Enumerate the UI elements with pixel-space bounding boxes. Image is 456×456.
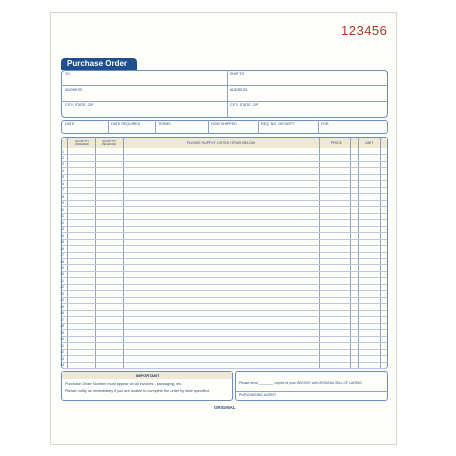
items-description-header: PLEASE SUPPLY LISTED ITEMS BELOW bbox=[186, 141, 256, 145]
table-row-line bbox=[62, 239, 387, 240]
how-shipped-label: HOW SHIPPED bbox=[211, 122, 237, 126]
table-row-line bbox=[62, 271, 387, 272]
table-row-line bbox=[62, 349, 387, 350]
table-row-line bbox=[62, 284, 387, 285]
table-row-line bbox=[62, 206, 387, 207]
items-table bbox=[61, 137, 388, 369]
serial-number: 123456 bbox=[341, 23, 388, 38]
purchase-order-form bbox=[50, 12, 397, 445]
row-number: 15 bbox=[60, 240, 64, 245]
table-row-line bbox=[62, 297, 387, 298]
req-no-label: REQ. NO. OR DEPT. bbox=[261, 122, 295, 126]
row-number: 6 bbox=[62, 181, 64, 186]
row-number: 16 bbox=[60, 246, 64, 251]
row-number: 14 bbox=[60, 233, 64, 238]
table-row-line bbox=[62, 180, 387, 181]
table-row-line bbox=[62, 174, 387, 175]
important-heading: IMPORTANT bbox=[136, 373, 160, 378]
form-title: Purchase Order bbox=[61, 58, 137, 70]
to-label: TO bbox=[65, 72, 70, 76]
table-row-line bbox=[62, 277, 387, 278]
row-number: 25 bbox=[60, 304, 64, 309]
row-number: 13 bbox=[60, 227, 64, 232]
ship-to-label: SHIP TO bbox=[230, 72, 245, 76]
row-number: 28 bbox=[60, 324, 64, 329]
row-number: 17 bbox=[60, 253, 64, 258]
row-number: 4 bbox=[62, 168, 64, 173]
row-number: 5 bbox=[62, 175, 64, 180]
table-row-line bbox=[62, 290, 387, 291]
row-number: 22 bbox=[60, 285, 64, 290]
ship-city-label: CITY, STATE, ZIP bbox=[230, 103, 259, 107]
important-line-1: Purchase Order Number must appear on all invoices - packaging, etc. bbox=[65, 382, 183, 386]
row-number: 34 bbox=[60, 363, 64, 368]
copy-label: ORIGINAL bbox=[214, 405, 236, 410]
row-number: 32 bbox=[60, 350, 64, 355]
row-number: 21 bbox=[60, 278, 64, 283]
price-header: PRICE bbox=[331, 141, 342, 145]
terms-label: TERMS bbox=[158, 122, 171, 126]
table-row-line bbox=[62, 161, 387, 162]
purchasing-agent-label: PURCHASING AGENT bbox=[239, 393, 277, 397]
date-required-label: DATE REQUIRED bbox=[111, 122, 141, 126]
table-row-line bbox=[62, 264, 387, 265]
table-row-line bbox=[62, 219, 387, 220]
table-row-line bbox=[62, 187, 387, 188]
ship-address-label: ADDRESS bbox=[230, 88, 248, 92]
important-line-2: Please notify us immediately if you are unable to complete the order by date specified. bbox=[65, 389, 210, 393]
table-row-line bbox=[62, 310, 387, 311]
date-label: DATE bbox=[65, 122, 75, 126]
table-row-line bbox=[62, 323, 387, 324]
table-row-line bbox=[62, 362, 387, 363]
row-number: 33 bbox=[60, 356, 64, 361]
row-number: 19 bbox=[60, 265, 64, 270]
row-number: 31 bbox=[60, 343, 64, 348]
table-row-line bbox=[62, 252, 387, 253]
row-number: 29 bbox=[60, 330, 64, 335]
row-number: 20 bbox=[60, 272, 64, 277]
table-row-line bbox=[62, 342, 387, 343]
table-row-line bbox=[62, 200, 387, 201]
city-label: CITY, STATE, ZIP bbox=[65, 103, 94, 107]
address-label: ADDRESS bbox=[65, 88, 83, 92]
table-row-line bbox=[62, 213, 387, 214]
row-number: 27 bbox=[60, 317, 64, 322]
row-number: 7 bbox=[62, 188, 64, 193]
table-row-line bbox=[62, 329, 387, 330]
table-row-line bbox=[62, 193, 387, 194]
quantity-received-header: QUANTITY RECEIVED bbox=[101, 139, 117, 146]
row-number: 18 bbox=[60, 259, 64, 264]
table-row-line bbox=[62, 154, 387, 155]
table-row-line bbox=[62, 226, 387, 227]
row-number: 24 bbox=[60, 298, 64, 303]
table-row-line bbox=[62, 245, 387, 246]
invoice-note: Please send ________ copies of your INVOICE with ORIGINAL BILL OF LADING. bbox=[239, 381, 363, 385]
row-number: 26 bbox=[60, 311, 64, 316]
table-row-line bbox=[62, 303, 387, 304]
for-label: FOR bbox=[321, 122, 329, 126]
address-box bbox=[61, 70, 388, 118]
table-row-line bbox=[62, 232, 387, 233]
table-row-line bbox=[62, 316, 387, 317]
row-number: 23 bbox=[60, 291, 64, 296]
table-row-line bbox=[62, 368, 387, 369]
table-row-line bbox=[62, 355, 387, 356]
row-number: 10 bbox=[60, 207, 64, 212]
row-number: 12 bbox=[60, 220, 64, 225]
table-row-line bbox=[62, 336, 387, 337]
table-row-line bbox=[62, 258, 387, 259]
unit-header: UNIT bbox=[365, 141, 374, 145]
row-number: 8 bbox=[62, 194, 64, 199]
row-number: 30 bbox=[60, 337, 64, 342]
quantity-ordered-header: QUANTITY ORDERED bbox=[74, 139, 90, 146]
table-row-line bbox=[62, 167, 387, 168]
row-number: 3 bbox=[62, 162, 64, 167]
row-number: 1 bbox=[62, 149, 64, 154]
row-number: 11 bbox=[60, 214, 64, 219]
row-number: 2 bbox=[62, 155, 64, 160]
row-number: 9 bbox=[62, 201, 64, 206]
